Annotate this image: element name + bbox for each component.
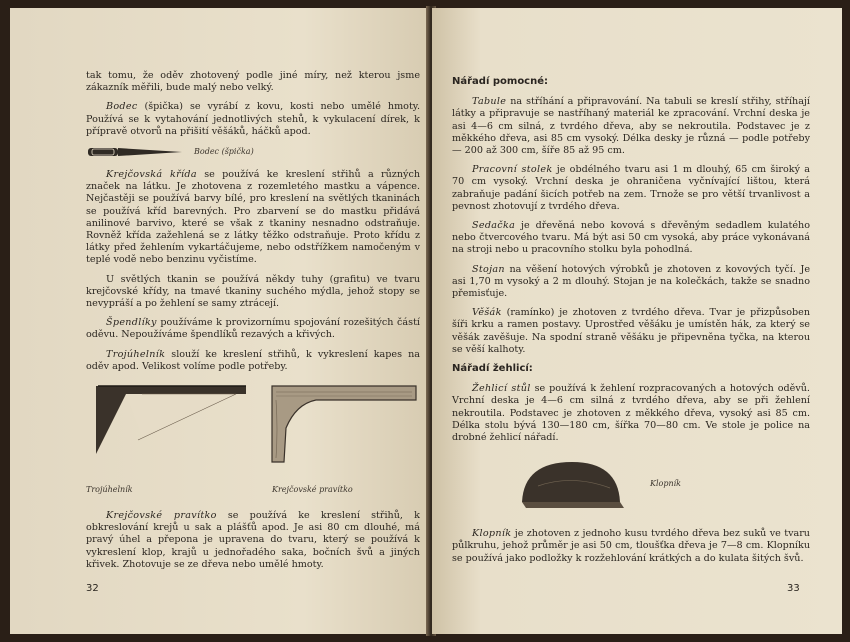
page-number-right: 33 bbox=[787, 583, 800, 594]
triangle-caption: Trojúhelník bbox=[86, 485, 133, 495]
triangle-and-ruler-illustration-icon bbox=[86, 380, 420, 480]
zehlici-term: Žehlicí stůl bbox=[472, 383, 531, 395]
bodec-paragraph bbox=[86, 101, 420, 138]
right-page bbox=[432, 8, 842, 634]
left-text-column bbox=[86, 70, 420, 578]
stojan-paragraph bbox=[452, 264, 810, 301]
pravitko-text: se používá ke kreslení střihů, k obkreslování krejů u sak a plášťů apod. Je asi 80 cm dlouhé, má pravý úhel a přepona je upravena do tvaru, který se používá k vykreslení klop, krajů u jednořadého saka, bočních švů a jiných křivek. Zhotovuje se ze dřeva nebo umělé hmoty. bbox=[86, 510, 420, 570]
spendliky-paragraph bbox=[86, 317, 420, 341]
spendliky-term: Špendlíky bbox=[106, 317, 157, 329]
tools-figure bbox=[86, 380, 420, 498]
trojuhelnik-term: Trojúhelník bbox=[106, 348, 166, 360]
krida-text: se používá ke kreslení střihů a různých značek na látku. Je zhotovena z rozemletého mastku a vápence. Nejčastěji se používá barvy bílé, pro kreslení na světlých tkaninách se používá kříd barevných. Pro zbarvení se do mastku přidává anilinové barvivo, které se však z tkaniny nesnadno odstraňuje. Rovněž křída zažehlená se z látky těžko odstraňuje. Proto křídu z látky před žehlením vykartáčujeme, nebo odstřížkem namočeným v teplé vodě nebo benzinu vyčistíme. bbox=[86, 169, 420, 266]
left-page bbox=[10, 8, 430, 634]
stojan-text: na věšení hotových výrobků je zhotoven z kovových tyčí. Je asi 1,70 m vysoký a 2 m dlouhý. Stojan je na kolečkách, takže se snadno přemisťuje. bbox=[452, 263, 810, 300]
page-number-left: 32 bbox=[86, 583, 99, 594]
zehlici-text: se používá k žehlení rozpracovaných a hotových oděvů. Vrchní deska je 4—6 cm silná z tvrdého dřeva, aby se při žehlení nekroutila. Podstavec je zhotoven z měkkého dřeva, vysoký asi 85 cm. Délka stolu bývá 130—180 cm, šířka 70—80 cm. Ve stole je police na drobné žehlicí nářadí. bbox=[452, 383, 810, 444]
sedacka-text: je dřevěná nebo kovová s dřevěným sedadlem kulatého nebo čtvercového tvaru. Má být asi 50 cm vysoká, aby práce vykonávaná na stroji nebo u pracovního stolku byla pohodlná. bbox=[452, 220, 810, 256]
klopnik-text: je zhotoven z jednoho kusu tvrdého dřeva bez suků ve tvaru půlkruhu, jehož průměr je asi 50 cm, tloušťka dřeva je 7—8 cm. Klopníku se používá jako podložky k rozžehlování krátkých a do kulata šitých švů. bbox=[452, 528, 810, 564]
klopnik-figure bbox=[452, 454, 810, 514]
vesak-paragraph bbox=[452, 307, 810, 356]
ruler-illustration-icon bbox=[272, 386, 416, 462]
klopnik-paragraph bbox=[452, 528, 810, 565]
zehlici-paragraph bbox=[452, 383, 810, 444]
sedacka-paragraph bbox=[452, 220, 810, 257]
stojan-term: Stojan bbox=[472, 263, 505, 275]
stolek-term: Pracovní stolek bbox=[472, 164, 553, 176]
tabule-paragraph bbox=[452, 96, 810, 157]
pravitko-term: Krejčovské pravítko bbox=[106, 510, 217, 522]
klopnik-caption: Klopník bbox=[650, 479, 682, 489]
krida-paragraph bbox=[86, 169, 420, 267]
stolek-paragraph bbox=[452, 164, 810, 213]
vesak-term: Věšák bbox=[472, 307, 502, 319]
trojuhelnik-text: slouží ke kreslení střihů, k vykreslení kapes na oděv apod. Velikost volíme podle potřeby. bbox=[86, 348, 420, 372]
klopnik-illustration-icon bbox=[514, 456, 634, 512]
right-text-column bbox=[452, 70, 810, 572]
klopnik-term: Klopník bbox=[472, 528, 512, 540]
vesak-text: (ramínko) je zhotoven z tvrdého dřeva. Tvar je přizpůsoben šíři krku a ramen postavy. Uprostřed věšáku je umístěn hák, za který se věšák zavěšuje. Na spodní straně věšáku je připevněna tyčka, na kterou se věší kalhoty. bbox=[452, 307, 810, 355]
triangle-illustration-icon bbox=[96, 386, 246, 454]
ruler-caption: Krejčovské pravítko bbox=[272, 485, 353, 495]
pravitko-paragraph bbox=[86, 510, 420, 571]
spendliky-text: používáme k provizornímu spojování rozešitých částí oděvu. Nepoužíváme špendlíků rezavých a křivých. bbox=[86, 317, 420, 341]
intro-paragraph: tak tomu, že oděv zhotovený podle jiné míry, než kterou jsme zákazník měřili, bude malý nebo velký. bbox=[86, 70, 420, 94]
tabule-term: Tabule bbox=[472, 96, 507, 108]
section-heading-auxiliary-tools: Nářadí pomocné: bbox=[452, 76, 549, 87]
tuhy-paragraph: U světlých tkanin se používá někdy tuhy (grafitu) ve tvaru krejčovské křídy, na tmavé tkaniny suchého mýdla, jehož stopy se nevypráší a po žehlení se samy ztrácejí. bbox=[86, 273, 420, 310]
bodec-figure bbox=[86, 145, 420, 159]
section-heading-ironing-tools: Nářadí žehlicí: bbox=[452, 363, 533, 375]
krida-term: Krejčovská křída bbox=[106, 169, 197, 181]
stolek-text: je obdélného tvaru asi 1 m dlouhý, 65 cm široký a 70 cm vysoký. Vrchní deska je ohraničena vyčnívající lištou, která zabraňuje padání šicích potřeb na zem. Trnože se pro větší trvanlivost a pevnost zhotovují z tvrdého dřeva. bbox=[452, 164, 810, 212]
bodec-term: Bodec bbox=[106, 101, 138, 113]
bodec-text: (špička) se vyrábí z kovu, kosti nebo umělé hmoty. Používá se k vytahování jednotlivých stehů, k vykulacení dírek, k přípravě otvorů na přišití věšáků, háčků apod. bbox=[86, 101, 420, 137]
bodec-illustration-icon bbox=[86, 145, 186, 159]
bodec-caption: Bodec (špička) bbox=[194, 146, 254, 156]
tabule-text: na stříhání a připravování. Na tabuli se kreslí střihy, stříhají látky a připravuje se nastříhaný materiál ke zpracování. Vrchní deska je asi 4—6 cm silná, z tvrdého dřeva, aby se nekroutila. Podstavec je z měkkého dřeva, asi 85 cm vysoký. Délka desky je různá — podle potřeby — 200 až 300 cm, šíře 85 až 95 cm. bbox=[452, 96, 810, 157]
trojuhelnik-paragraph bbox=[86, 349, 420, 373]
sedacka-term: Sedačka bbox=[472, 220, 516, 232]
